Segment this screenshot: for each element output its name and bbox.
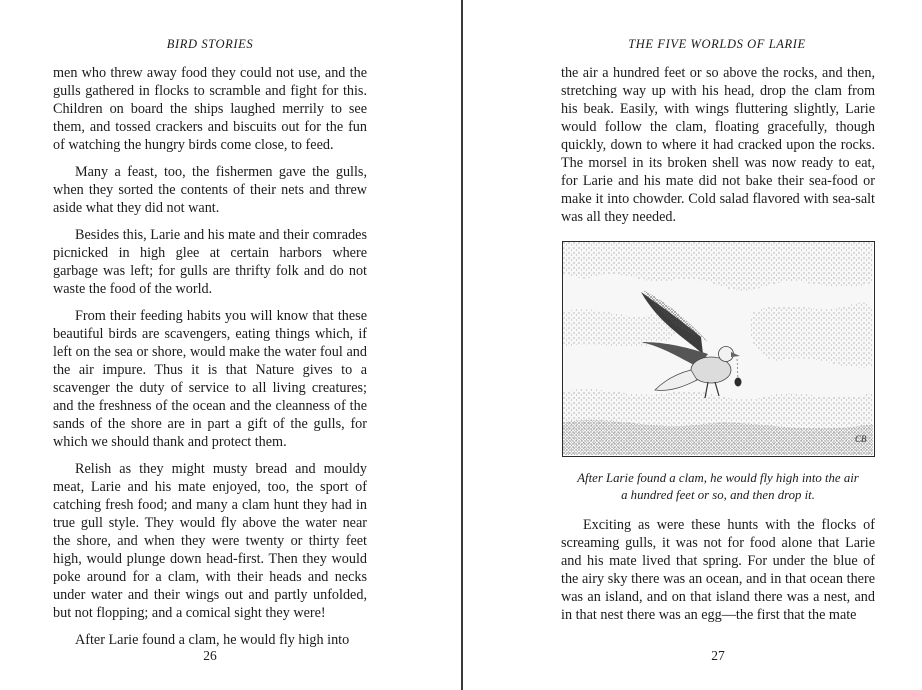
caption-line-2: a hundred feet or so, and then drop it. <box>621 487 815 502</box>
gull-drawing <box>563 242 873 455</box>
left-paragraph-1: men who threw away food they could not use, and the gulls gathered in flocks to scramble and fight for this. Children on board the ships laughed merrily to see them, and tossed crackers and biscuits out for the fun of watching the hungry birds come close, to feed. <box>53 65 367 153</box>
left-paragraph-4: From their feeding habits you will know that these beautiful birds are scavengers, eating things which, if left on the sea or shore, would make the water foul and the air impure. Thus it is that Nature gives to a scavenger the duty of service to all living creatures; and the freshness of the ocean and the cleanness of the sands of the shore are in part a gift of the gulls, for which we should thank and protect them. <box>53 308 367 450</box>
left-paragraph-2: Many a feast, too, the fishermen gave the gulls, when they sorted the contents of their nets and threw aside what they did not want. <box>53 164 367 216</box>
artist-signature: CB <box>855 434 867 444</box>
left-paragraph-6: After Larie found a clam, he would fly high into <box>75 632 350 648</box>
right-running-head: THE FIVE WORLDS OF LARIE <box>628 37 806 51</box>
gull-illustration <box>562 241 875 457</box>
falling-clam <box>735 378 742 387</box>
right-page-number: 27 <box>711 648 725 663</box>
left-paragraph-5: Relish as they might musty bread and mouldy meat, Larie and his mate enjoyed, too, the sport of catching fresh food; and many a clam hunt they had in true gull style. They would fly above the water near the shore, and when they were twenty or thirty feet high, would plunge down head-first. Then they would poke around for a clam, with their heads and necks under water and their wings out and partly unfolded, but not flopping; and a comical sight they were! <box>53 461 367 621</box>
left-page-text <box>53 64 367 649</box>
right-page-text-bottom <box>561 516 875 624</box>
right-paragraph-continued: the air a hundred feet or so above the rocks, and then, stretching way up with his head, drop the clam from his beak. Easily, with wings fluttering slightly, Larie would follow the clam, floating gracefully, though quickly, down to where it had cracked upon the rocks. The morsel in its broken shell was now ready to eat, for Larie and his mate did not bake their sea-food or make it into chowder. Cold salad flavored with sea-salt was all they needed. <box>561 65 875 225</box>
right-paragraph-bottom: Exciting as were these hunts with the flocks of screaming gulls, it was not for food alone that Larie and his mate lived that spring. For under the blue of the airy sky there was an ocean, and in that ocean there was an island, and on that island there was a nest, and in that nest there was an egg—the first that the mate <box>561 517 875 623</box>
left-running-head: BIRD STORIES <box>166 37 254 51</box>
illustration-caption <box>561 470 875 503</box>
caption-line-1: After Larie found a clam, he would fly high into the air <box>577 471 859 485</box>
right-page-text-top <box>561 64 875 226</box>
left-paragraph-3: Besides this, Larie and his mate and their comrades picnicked in high glee at certain harbors where garbage was left; for gulls are thrifty folk and do not waste the food of the world. <box>53 227 367 297</box>
left-page-number: 26 <box>203 648 217 663</box>
right-page <box>464 0 922 690</box>
